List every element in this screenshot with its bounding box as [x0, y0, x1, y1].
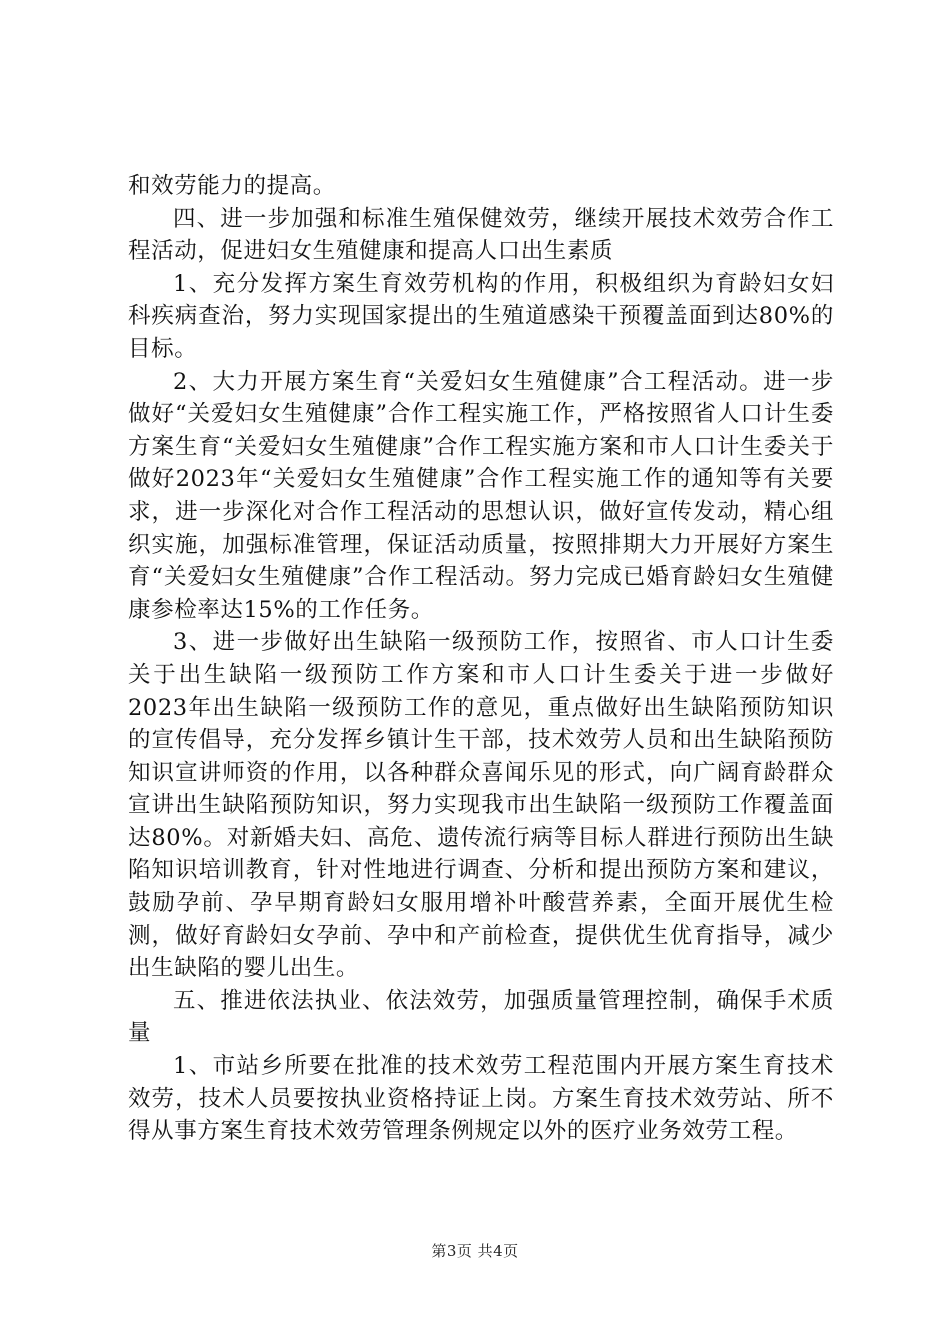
page-footer: 第3页 共4页 [431, 1242, 519, 1260]
paragraph-item-1-section-five: 1、市站乡所要在批准的技术效劳工程范围内开展方案生育技术效劳，技术人员要按执业资格持证上岗。方案生育技术效劳站、所不得从事方案生育技术效劳管理条例规定以外的医疗业务效劳工程。 [128, 1053, 834, 1145]
section-heading-four: 四、进一步加强和标准生殖保健效劳，继续开展技术效劳合作工程活动，促进妇女生殖健康和提高人口出生素质 [128, 205, 834, 265]
paragraph-item-1: 1、充分发挥方案生育效劳机构的作用，积极组织为育龄妇女妇科疾病查治，努力实现国家提出的生殖道感染干预覆盖面到达80%的目标。 [128, 270, 834, 362]
paragraph-item-3: 3、进一步做好出生缺陷一级预防工作，按照省、市人口计生委关于出生缺陷一级预防工作方案和市人口计生委关于进一步做好2023年出生缺陷一级预防工作的意见，重点做好出生缺陷预防知识的宣传倡导，充分发挥乡镇计生干部，技术效劳人员和出生缺陷预防知识宣讲师资的作用，以各种群众喜闻乐见的形式，向广阔育龄群众宣讲出生缺陷预防知识，努力实现我市出生缺陷一级预防工作覆盖面达80%。对新婚夫妇、高危、遗传流行病等目标人群进行预防出生缺陷知识培训教育，针对性地进行调查、分析和提出预防方案和建议，鼓励孕前、孕早期育龄妇女服用增补叶酸营养素，全面开展优生检测，做好育龄妇女孕前、孕中和产前检查，提供优生优育指导，减少出生缺陷的婴儿出生。 [128, 629, 834, 982]
section-heading-five: 五、推进依法执业、依法效劳，加强质量管理控制，确保手术质量 [128, 987, 834, 1047]
document-body [128, 170, 834, 1148]
paragraph-continuation: 和效劳能力的提高。 [128, 173, 336, 199]
paragraph-item-2: 2、大力开展方案生育“关爱妇女生殖健康”合工程活动。进一步做好“关爱妇女生殖健康”合作工程实施工作，严格按照省人口计生委方案生育“关爱妇女生殖健康”合作工程实施方案和市人口计生委关于做好2023年“关爱妇女生殖健康”合作工程实施工作的通知等有关要求，进一步深化对合作工程活动的思想认识，做好宣传发动，精心组织实施，加强标准管理，保证活动质量，按照排期大力开展好方案生育“关爱妇女生殖健康”合作工程活动。努力完成已婚育龄妇女生殖健康参检率达15%的工作任务。 [128, 368, 834, 623]
